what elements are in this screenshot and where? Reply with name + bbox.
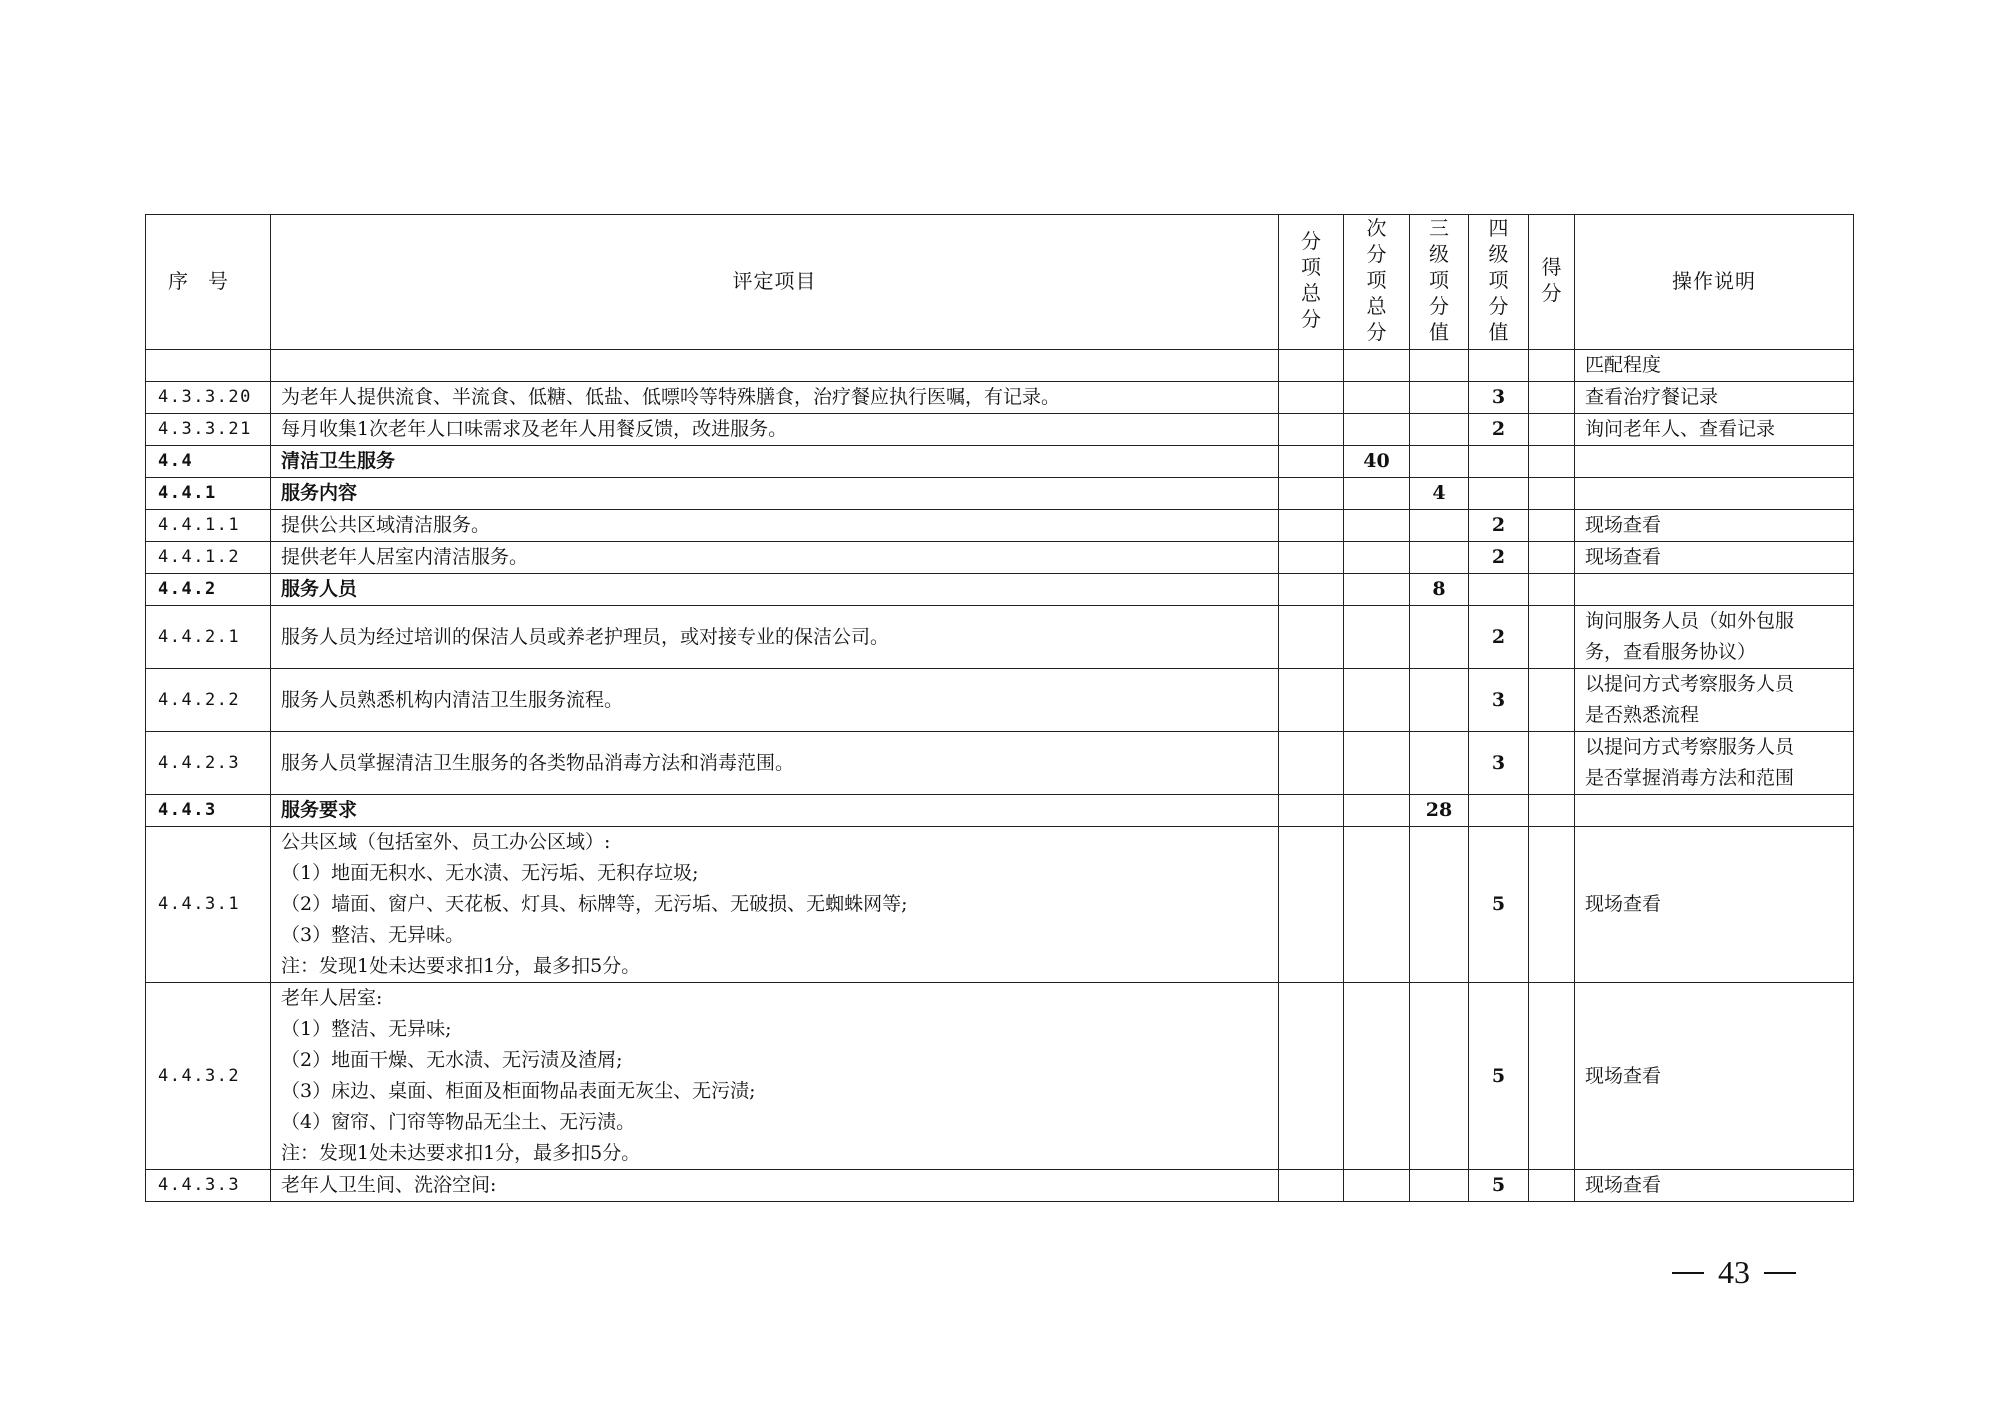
- table-row: [146, 478, 1854, 510]
- cell-item-line: 服务人员: [281, 578, 358, 600]
- cell-level3: 4: [1410, 478, 1469, 510]
- cell-seq: 4.4.2.3: [146, 732, 271, 795]
- table-header-row: [146, 215, 1854, 350]
- cell-seq: 4.4.1.1: [146, 510, 271, 542]
- cell-seq: 4.4.1: [146, 478, 271, 510]
- cell-seq: 4.4.1.2: [146, 542, 271, 574]
- cell-level4: [1469, 446, 1529, 478]
- cell-item-line: （2）地面干燥、无水渍、无污渍及渣屑;: [281, 1049, 623, 1071]
- cell-level3: [1410, 542, 1469, 574]
- table-row: [146, 350, 1854, 382]
- page-number-dash-left: [1672, 1272, 1704, 1274]
- cell-level4: 3: [1469, 669, 1529, 732]
- cell-sub-total: [1344, 606, 1410, 669]
- cell-level3: [1410, 827, 1469, 983]
- cell-total: [1279, 1170, 1344, 1202]
- cell-score: [1529, 606, 1575, 669]
- cell-score: [1529, 983, 1575, 1170]
- cell-item-line: 老年人卫生间、洗浴空间:: [281, 1174, 497, 1196]
- cell-score: [1529, 446, 1575, 478]
- cell-description: [1575, 606, 1854, 669]
- cell-item-line: 每月收集1次老年人口味需求及老年人用餐反馈，改进服务。: [281, 418, 788, 440]
- cell-score: [1529, 1170, 1575, 1202]
- cell-level3: [1410, 606, 1469, 669]
- cell-level3: [1410, 1170, 1469, 1202]
- cell-seq: [146, 350, 271, 382]
- cell-item-line: 服务人员为经过培训的保洁人员或养老护理员，或对接专业的保洁公司。: [281, 625, 890, 648]
- cell-description: [1575, 446, 1854, 478]
- page-number: [1672, 1254, 1796, 1291]
- cell-level4: 5: [1469, 983, 1529, 1170]
- cell-score: [1529, 478, 1575, 510]
- cell-description: [1575, 510, 1854, 542]
- cell-sub-total: [1344, 827, 1410, 983]
- cell-seq: 4.4.3: [146, 795, 271, 827]
- cell-item-line: （1）整洁、无异味;: [281, 1018, 452, 1040]
- cell-item: [271, 510, 1279, 542]
- cell-total: [1279, 606, 1344, 669]
- cell-total: [1279, 414, 1344, 446]
- cell-total: [1279, 446, 1344, 478]
- cell-level4: [1469, 350, 1529, 382]
- cell-score: [1529, 382, 1575, 414]
- cell-level3: [1410, 350, 1469, 382]
- header-description: 操作说明: [1575, 215, 1854, 350]
- cell-description: [1575, 1170, 1854, 1202]
- cell-item-line: 注：发现1处未达要求扣1分，最多扣5分。: [281, 1142, 641, 1164]
- cell-level3: [1410, 510, 1469, 542]
- cell-sub-total: [1344, 983, 1410, 1170]
- cell-sub-total: [1344, 510, 1410, 542]
- cell-total: [1279, 574, 1344, 606]
- cell-total: [1279, 669, 1344, 732]
- header-score: 得分: [1529, 215, 1575, 350]
- cell-item: [271, 795, 1279, 827]
- cell-level4: [1469, 795, 1529, 827]
- cell-description: [1575, 983, 1854, 1170]
- cell-item-line: （3）床边、桌面、柜面及柜面物品表面无灰尘、无污渍;: [281, 1080, 756, 1102]
- cell-description-line: 现场查看: [1585, 1064, 1662, 1087]
- cell-sub-total: [1344, 732, 1410, 795]
- cell-total: [1279, 382, 1344, 414]
- page-number-text: 43: [1718, 1254, 1750, 1290]
- cell-description-line: 是否熟悉流程: [1585, 704, 1700, 726]
- cell-item: [271, 446, 1279, 478]
- cell-description-line: 以提问方式考察服务人员: [1585, 673, 1795, 695]
- cell-item: [271, 574, 1279, 606]
- cell-level4: [1469, 478, 1529, 510]
- cell-level4: 2: [1469, 542, 1529, 574]
- cell-sub-total: [1344, 669, 1410, 732]
- cell-total: [1279, 478, 1344, 510]
- table-row: [146, 542, 1854, 574]
- cell-description: [1575, 478, 1854, 510]
- cell-total: [1279, 795, 1344, 827]
- cell-seq: 4.4.3.2: [146, 983, 271, 1170]
- cell-seq: 4.4.2: [146, 574, 271, 606]
- cell-score: [1529, 669, 1575, 732]
- cell-item: [271, 350, 1279, 382]
- table-body: [146, 350, 1854, 1202]
- table-row: [146, 669, 1854, 732]
- table-row: [146, 606, 1854, 669]
- cell-sub-total: [1344, 542, 1410, 574]
- cell-description: [1575, 827, 1854, 983]
- cell-level4: 2: [1469, 510, 1529, 542]
- cell-score: [1529, 732, 1575, 795]
- cell-item: [271, 669, 1279, 732]
- table-row: [146, 414, 1854, 446]
- cell-level4: 2: [1469, 414, 1529, 446]
- cell-description-line: 询问服务人员（如外包服: [1585, 610, 1795, 632]
- cell-score: [1529, 510, 1575, 542]
- cell-level4: 5: [1469, 1170, 1529, 1202]
- cell-description-line: 询问老年人、查看记录: [1585, 418, 1776, 440]
- cell-item: [271, 542, 1279, 574]
- cell-sub-total: [1344, 350, 1410, 382]
- cell-level3: [1410, 382, 1469, 414]
- header-sub-total: 次分项总分: [1344, 215, 1410, 350]
- table-row: [146, 795, 1854, 827]
- cell-description: [1575, 795, 1854, 827]
- cell-seq: 4.4: [146, 446, 271, 478]
- cell-total: [1279, 350, 1344, 382]
- cell-level4: [1469, 574, 1529, 606]
- cell-item: [271, 414, 1279, 446]
- cell-item: [271, 382, 1279, 414]
- page-number-dash-right: [1764, 1272, 1796, 1274]
- cell-level4: 3: [1469, 382, 1529, 414]
- cell-score: [1529, 350, 1575, 382]
- cell-description-line: 查看治疗餐记录: [1585, 386, 1719, 408]
- header-level3: 三级项分值: [1410, 215, 1469, 350]
- cell-item: [271, 983, 1279, 1170]
- cell-sub-total: [1344, 414, 1410, 446]
- table-row: [146, 983, 1854, 1170]
- header-item: 评定项目: [271, 215, 1279, 350]
- table-row: [146, 827, 1854, 983]
- cell-item-line: （2）墙面、窗户、天花板、灯具、标牌等，无污垢、无破损、无蜘蛛网等;: [281, 893, 908, 915]
- cell-total: [1279, 542, 1344, 574]
- evaluation-table: [145, 214, 1854, 1202]
- cell-score: [1529, 827, 1575, 983]
- cell-sub-total: 40: [1344, 446, 1410, 478]
- cell-level3: [1410, 732, 1469, 795]
- cell-item-line: 为老年人提供流食、半流食、低糖、低盐、低嘌呤等特殊膳食，治疗餐应执行医嘱，有记录。: [281, 386, 1061, 408]
- cell-description-line: 匹配程度: [1585, 354, 1662, 376]
- cell-seq: 4.3.3.21: [146, 414, 271, 446]
- cell-score: [1529, 574, 1575, 606]
- cell-score: [1529, 542, 1575, 574]
- cell-score: [1529, 795, 1575, 827]
- cell-item-line: 清洁卫生服务: [281, 450, 396, 472]
- cell-seq: 4.4.3.1: [146, 827, 271, 983]
- cell-sub-total: [1344, 795, 1410, 827]
- cell-level4: 3: [1469, 732, 1529, 795]
- cell-level4: 2: [1469, 606, 1529, 669]
- header-seq: 序号: [146, 215, 271, 350]
- cell-description-line: 现场查看: [1585, 514, 1662, 536]
- cell-seq: 4.4.2.1: [146, 606, 271, 669]
- cell-item-line: （3）整洁、无异味。: [281, 924, 465, 946]
- table-row: [146, 732, 1854, 795]
- cell-item: [271, 478, 1279, 510]
- cell-level3: [1410, 983, 1469, 1170]
- cell-level4: 5: [1469, 827, 1529, 983]
- cell-item-line: 服务内容: [281, 482, 358, 504]
- cell-item-line: 老年人居室:: [281, 987, 383, 1009]
- cell-item-line: （4）窗帘、门帘等物品无尘土、无污渍。: [281, 1111, 636, 1133]
- cell-item-line: 提供公共区域清洁服务。: [281, 514, 491, 536]
- cell-item-line: 注：发现1处未达要求扣1分，最多扣5分。: [281, 955, 641, 977]
- table-row: [146, 382, 1854, 414]
- cell-description: [1575, 382, 1854, 414]
- cell-level3: 8: [1410, 574, 1469, 606]
- cell-score: [1529, 414, 1575, 446]
- cell-item-line: （1）地面无积水、无水渍、无污垢、无积存垃圾;: [281, 862, 699, 884]
- cell-item-line: 服务要求: [281, 799, 358, 821]
- cell-item-line: 提供老年人居室内清洁服务。: [281, 546, 529, 568]
- cell-description-line: 务，查看服务协议）: [1585, 641, 1757, 663]
- cell-total: [1279, 983, 1344, 1170]
- cell-item-line: 服务人员熟悉机构内清洁卫生服务流程。: [281, 688, 624, 711]
- cell-seq: 4.4.3.3: [146, 1170, 271, 1202]
- cell-description: [1575, 669, 1854, 732]
- cell-description-line: 以提问方式考察服务人员: [1585, 736, 1795, 758]
- cell-item-line: 服务人员掌握清洁卫生服务的各类物品消毒方法和消毒范围。: [281, 751, 795, 774]
- cell-description: [1575, 414, 1854, 446]
- cell-description-line: 现场查看: [1585, 893, 1662, 915]
- cell-level3: [1410, 669, 1469, 732]
- cell-item: [271, 827, 1279, 983]
- table-row: [146, 1170, 1854, 1202]
- cell-total: [1279, 510, 1344, 542]
- table-row: [146, 446, 1854, 478]
- cell-total: [1279, 732, 1344, 795]
- cell-total: [1279, 827, 1344, 983]
- cell-item-line: 公共区域（包括室外、员工办公区域）:: [281, 831, 611, 853]
- cell-sub-total: [1344, 382, 1410, 414]
- cell-sub-total: [1344, 1170, 1410, 1202]
- cell-level3: [1410, 446, 1469, 478]
- cell-description: [1575, 574, 1854, 606]
- cell-item: [271, 732, 1279, 795]
- cell-item: [271, 1170, 1279, 1202]
- cell-description-line: 现场查看: [1585, 1174, 1662, 1196]
- cell-seq: 4.3.3.20: [146, 382, 271, 414]
- table-row: [146, 574, 1854, 606]
- cell-level3: [1410, 414, 1469, 446]
- cell-description: [1575, 350, 1854, 382]
- cell-level3: 28: [1410, 795, 1469, 827]
- header-total: 分项总分: [1279, 215, 1344, 350]
- cell-description-line: 现场查看: [1585, 546, 1662, 568]
- header-level4: 四级项分值: [1469, 215, 1529, 350]
- cell-sub-total: [1344, 478, 1410, 510]
- table-row: [146, 510, 1854, 542]
- cell-description: [1575, 732, 1854, 795]
- cell-sub-total: [1344, 574, 1410, 606]
- cell-item: [271, 606, 1279, 669]
- cell-seq: 4.4.2.2: [146, 669, 271, 732]
- cell-description-line: 是否掌握消毒方法和范围: [1585, 767, 1795, 789]
- cell-description: [1575, 542, 1854, 574]
